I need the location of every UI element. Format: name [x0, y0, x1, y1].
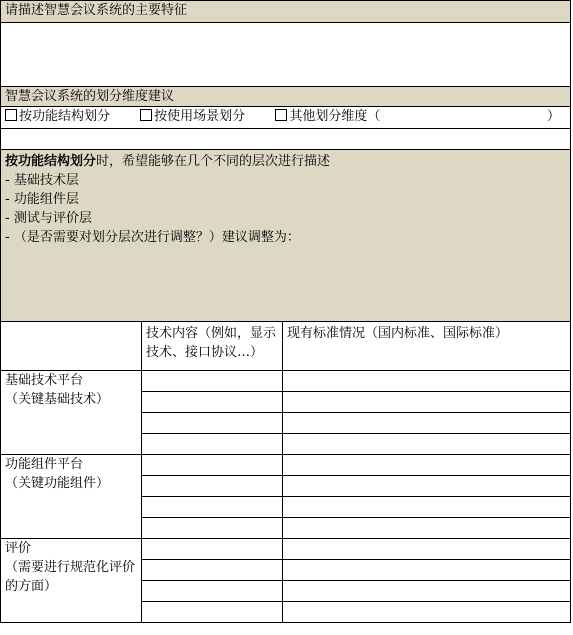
- table-cell[interactable]: [283, 602, 571, 623]
- table-cell[interactable]: [142, 560, 283, 581]
- table-cell[interactable]: [142, 371, 283, 392]
- checkbox-icon[interactable]: [140, 109, 152, 121]
- table-cell[interactable]: [142, 434, 283, 455]
- table-cell[interactable]: [283, 371, 571, 392]
- table-cell[interactable]: [283, 392, 571, 413]
- table-cell[interactable]: [142, 455, 283, 476]
- table-header-standards: 现有标准情况（国内标准、国际标准）: [283, 322, 571, 371]
- dimension-options: [1, 107, 571, 129]
- option-other-dimension[interactable]: 其他划分维度（: [275, 107, 380, 126]
- table-cell[interactable]: [283, 518, 571, 539]
- checkbox-icon[interactable]: [5, 109, 17, 121]
- table-cell[interactable]: [283, 413, 571, 434]
- table-cell[interactable]: [142, 413, 283, 434]
- table-cell[interactable]: [142, 392, 283, 413]
- layer-item-adjust: - （是否需要对划分层次进行调整？）建议调整为：: [5, 230, 300, 245]
- table-cell[interactable]: [142, 476, 283, 497]
- table-cell[interactable]: [142, 497, 283, 518]
- layer-item-function: - 功能组件层: [5, 192, 79, 207]
- layer-item-basic: - 基础技术层: [5, 173, 79, 188]
- table-cell[interactable]: [283, 539, 571, 560]
- features-answer-area[interactable]: [1, 23, 571, 87]
- row-label-function-platform: 功能组件平台 （关键功能组件）: [1, 455, 142, 539]
- table-cell[interactable]: [283, 497, 571, 518]
- other-dimension-close-paren: ）: [546, 109, 560, 124]
- dimension-answer-area[interactable]: [1, 129, 571, 150]
- table-cell[interactable]: [283, 476, 571, 497]
- layer-intro: 按功能结构划分时，希望能够在几个不同的层次进行描述: [5, 154, 331, 169]
- table-cell[interactable]: [283, 581, 571, 602]
- table-cell[interactable]: [142, 539, 283, 560]
- layer-item-test: - 测试与评价层: [5, 211, 92, 226]
- table-cell[interactable]: [283, 455, 571, 476]
- table-header-empty: [1, 322, 142, 371]
- table-cell[interactable]: [142, 602, 283, 623]
- option-functional-structure[interactable]: 按功能结构划分: [5, 107, 110, 126]
- section-title-features: 请描述智慧会议系统的主要特征: [1, 1, 571, 23]
- table-cell[interactable]: [283, 434, 571, 455]
- table-cell[interactable]: [142, 581, 283, 602]
- table-cell[interactable]: [283, 560, 571, 581]
- checkbox-icon[interactable]: [275, 109, 287, 121]
- option-use-scenario[interactable]: 按使用场景划分: [140, 107, 245, 126]
- section-title-dimensions: 智慧会议系统的划分维度建议: [1, 87, 571, 107]
- table-cell[interactable]: [142, 518, 283, 539]
- row-label-basic-platform: 基础技术平台 （关键基础技术）: [1, 371, 142, 455]
- row-label-evaluation: 评价 （需要进行规范化评价的方面）: [1, 539, 142, 623]
- layer-description-block: [1, 150, 571, 322]
- table-header-tech-content: 技术内容（例如，显示技术、接口协议…）: [142, 322, 283, 371]
